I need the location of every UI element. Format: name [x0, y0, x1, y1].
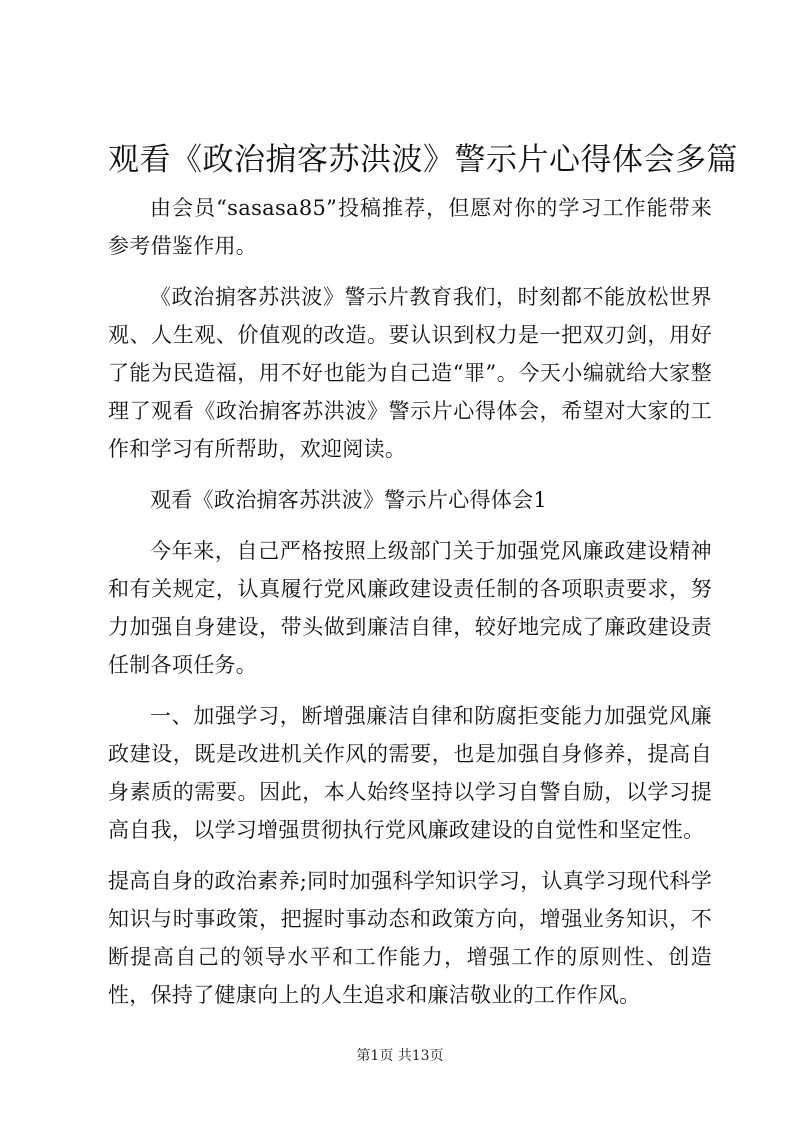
body-paragraph-3: 提高自身的政治素养;同时加强科学知识学习，认真学习现代科学知识与时事政策，把握时事动态和政策方向，增强业务知识，不断提高自己的领导水平和工作能力，增强工作的原则性、创造性，保持了健康向上的人生追求和廉洁敬业的工作作风。	[108, 869, 712, 1007]
intro-paragraph: 由会员“sasasa85”投稿推荐，但愿对你的学习工作能带来参考借鉴作用。	[108, 196, 712, 258]
summary-paragraph: 《政治掮客苏洪波》警示片教育我们，时刻都不能放松世界观、人生观、价值观的改造。要认识到权力是一把双刃剑，用好了能为民造福，用不好也能为自己造“罪”。今天小编就给大家整理了观看《政治掮客苏洪波》警示片心得体会，希望对大家的工作和学习有所帮助，欢迎阅读。	[108, 285, 712, 461]
body-paragraph-1: 今年来，自己严格按照上级部门关于加强党风廉政建设精神和有关规定，认真履行党风廉政建设责任制的各项职责要求，努力加强自身建设，带头做到廉洁自律，较好地完成了廉政建设责任制各项任务。	[108, 539, 712, 677]
document-title: 观看《政治掮客苏洪波》警示片心得体会多篇	[108, 142, 738, 178]
document-body	[108, 189, 712, 1027]
body-paragraph-2: 一、加强学习，断增强廉洁自律和防腐拒变能力加强党风廉政建设，既是改进机关作风的需要，也是加强自身修养，提高自身素质的需要。因此，本人始终坚持以学习自警自励，以学习提高自我，以学习增强贯彻执行党风廉政建设的自觉性和坚定性。	[108, 704, 712, 842]
page-number-footer: 第1页 共13页	[356, 1048, 444, 1064]
section-heading: 观看《政治掮客苏洪波》警示片心得体会1	[150, 488, 548, 512]
